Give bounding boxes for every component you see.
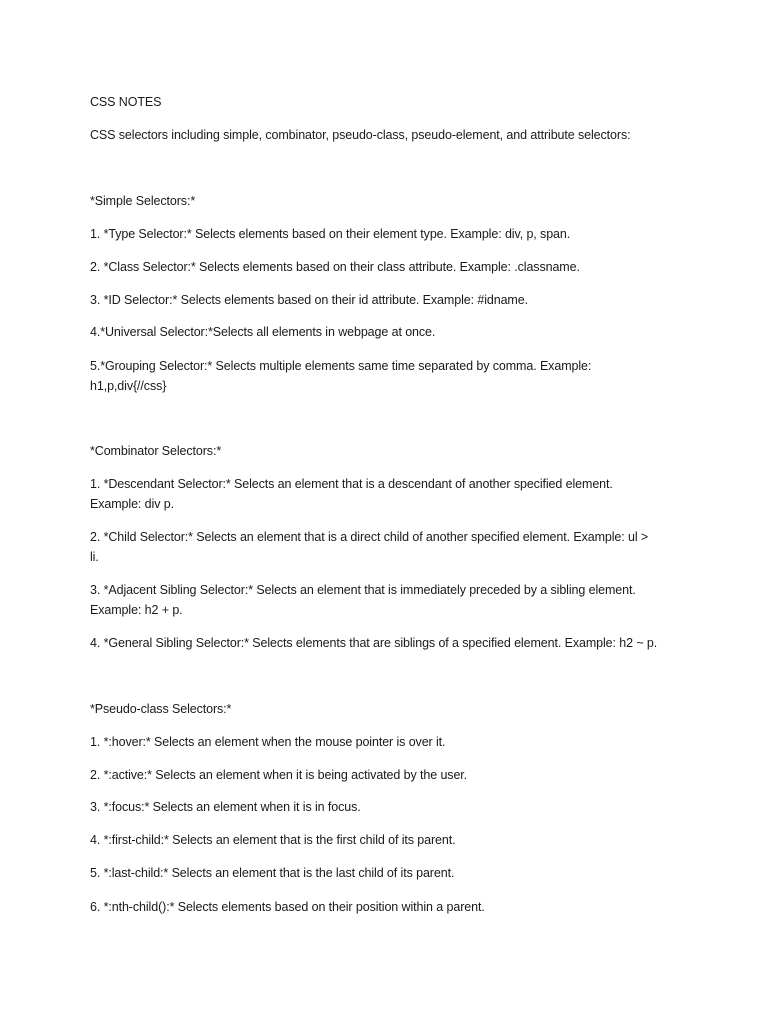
simple-selector-item: 5.*Grouping Selector:* Selects multiple elements same time separated by comma. Example: [90,359,592,373]
simple-selector-item: 2. *Class Selector:* Selects elements based on their class attribute. Example: .classname. [90,260,580,274]
pseudo-class-selector-item: 2. *:active:* Selects an element when it is being activated by the user. [90,768,468,782]
document-intro: CSS selectors including simple, combinator, pseudo-class, pseudo-element, and attribute selectors: [90,128,631,142]
pseudo-class-selector-item: 3. *:focus:* Selects an element when it is in focus. [90,800,361,814]
combinator-selector-item: 1. *Descendant Selector:* Selects an element that is a descendant of another specified element. [90,477,613,491]
combinator-selectors-heading: *Combinator Selectors:* [90,444,222,458]
pseudo-class-selector-item: 6. *:nth-child():* Selects elements based on their position within a parent. [90,900,485,914]
document-title: CSS NOTES [90,95,162,109]
combinator-selector-item: 3. *Adjacent Sibling Selector:* Selects an element that is immediately preceded by a sibling element. [90,583,636,597]
combinator-selector-item: 4. *General Sibling Selector:* Selects elements that are siblings of a specified element. Example: h2 ~ p. [90,636,658,650]
pseudo-class-selector-item: 1. *:hover:* Selects an element when the mouse pointer is over it. [90,735,446,749]
combinator-selector-item-continuation: Example: div p. [90,497,174,511]
combinator-selector-item-continuation: li. [90,550,99,564]
combinator-selector-item: 2. *Child Selector:* Selects an element that is a direct child of another specified element. Example: ul > [90,530,649,544]
simple-selector-item: 3. *ID Selector:* Selects elements based on their id attribute. Example: #idname. [90,293,528,307]
combinator-selector-item-continuation: Example: h2 + p. [90,603,183,617]
simple-selector-item: 4.*Universal Selector:*Selects all elements in webpage at once. [90,325,436,339]
simple-selector-item-continuation: h1,p,div{//css} [90,379,167,393]
simple-selectors-heading: *Simple Selectors:* [90,194,196,208]
simple-selector-item: 1. *Type Selector:* Selects elements based on their element type. Example: div, p, span. [90,227,571,241]
pseudo-class-selectors-heading: *Pseudo-class Selectors:* [90,702,232,716]
pseudo-class-selector-item: 4. *:first-child:* Selects an element that is the first child of its parent. [90,833,456,847]
pseudo-class-selector-item: 5. *:last-child:* Selects an element that is the last child of its parent. [90,866,455,880]
